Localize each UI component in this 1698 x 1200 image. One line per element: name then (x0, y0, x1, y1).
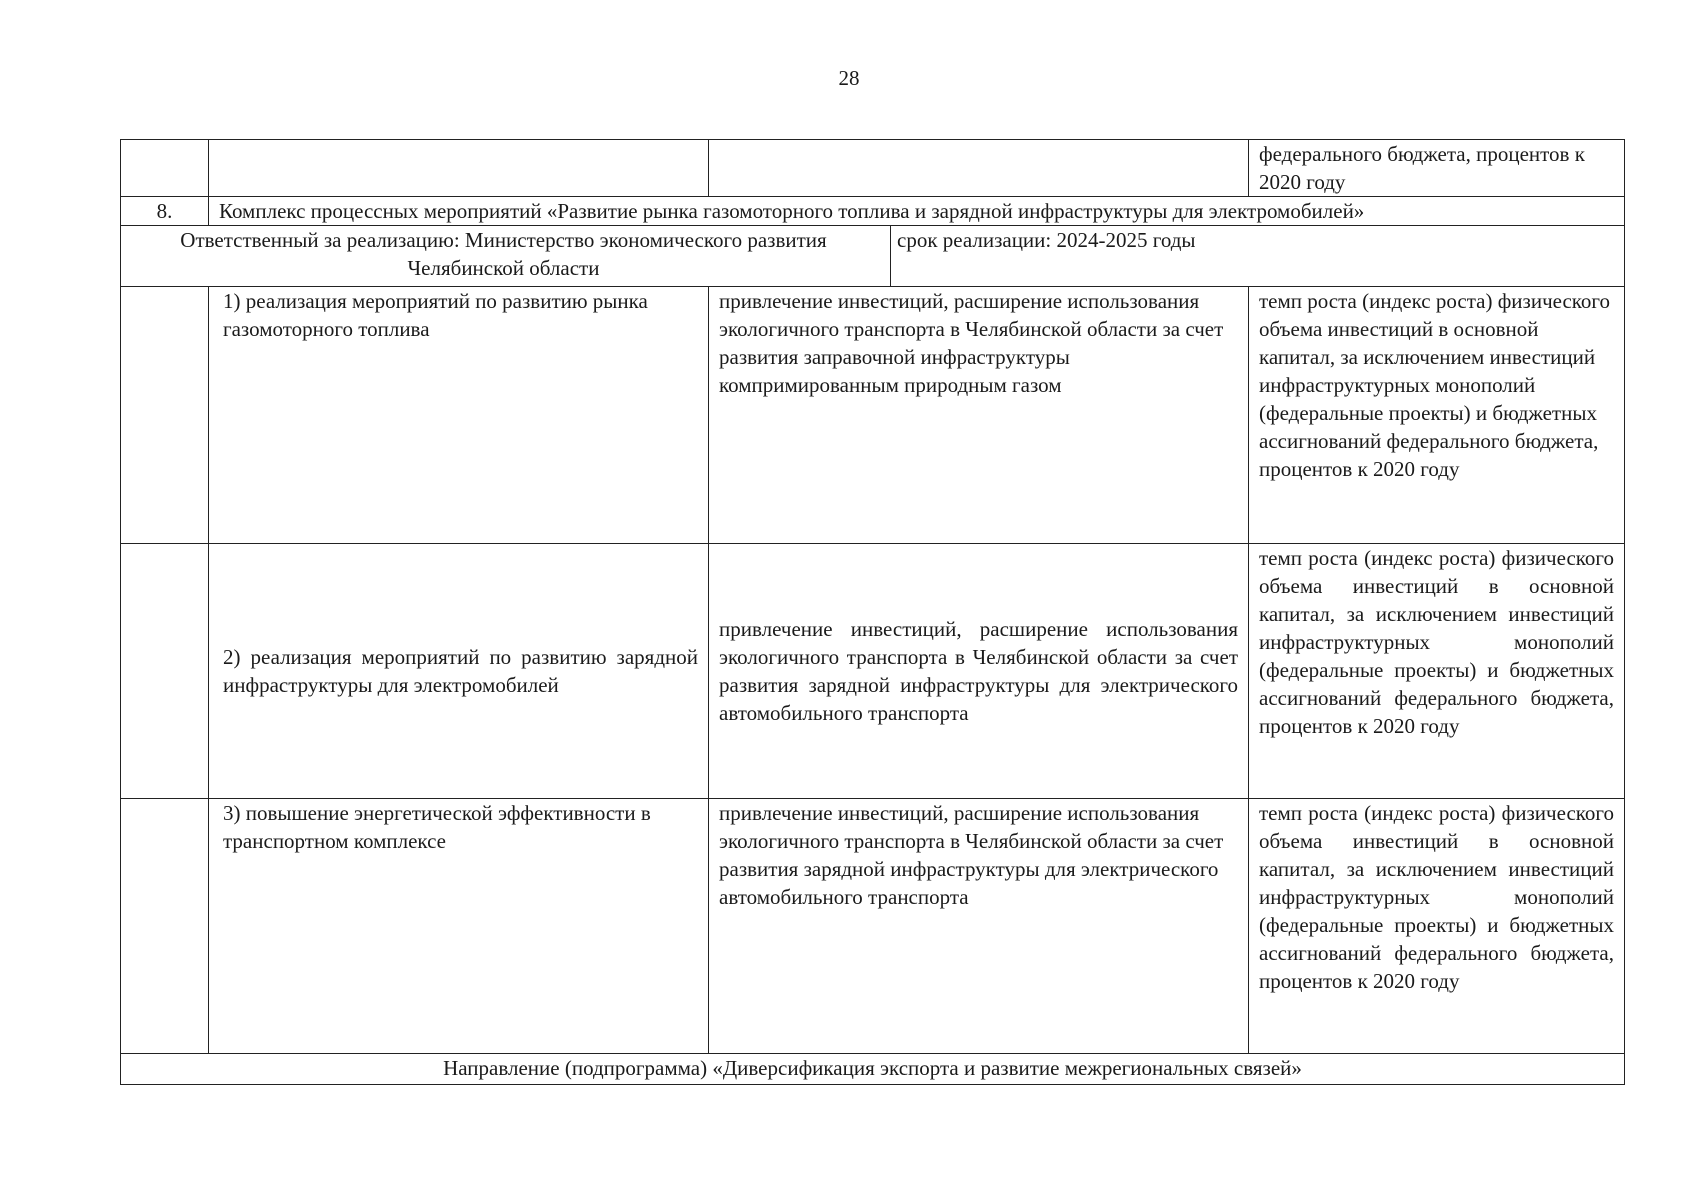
indicator-text: темп роста (индекс роста) физического объема инвестиций в основной капитал, за исключением инвестиций инфраструктурных монополий (федеральные проекты) и бюджетных ассигнований федерального бюджета, процентов к 2020 году (1249, 544, 1625, 799)
indicator-text: темп роста (индекс роста) физического объема инвестиций в основной капитал, за исключением инвестиций инфраструктурных монополий (федеральные проекты) и бюджетных ассигнований федерального бюджета, процентов к 2020 году (1249, 287, 1625, 544)
program-table (120, 139, 1625, 1085)
table-row (121, 544, 1625, 799)
cell-num (121, 799, 209, 1054)
direction-row (121, 1054, 1625, 1085)
effect-text: привлечение инвестиций, расширение использования экологичного транспорта в Челябинской области за счет развития заправочной инфраструктуры компримированным природным газом (709, 287, 1249, 544)
responsible-ministry: Ответственный за реализацию: Министерство экономического развития Челябинской области (121, 226, 891, 286)
section-title: Комплекс процессных мероприятий «Развитие рынка газомоторного топлива и зарядной инфраструктуры для электромобилей» (209, 197, 1625, 226)
table-row (121, 287, 1625, 544)
direction-title: Направление (подпрограмма) «Диверсификация экспорта и развитие межрегиональных связей» (121, 1054, 1625, 1085)
table-row-continuation (121, 140, 1625, 197)
cell-task (209, 140, 709, 197)
task-text: 1) реализация мероприятий по развитию рынка газомоторного топлива (209, 287, 709, 544)
effect-text: привлечение инвестиций, расширение использования экологичного транспорта в Челябинской области за счет развития зарядной инфраструктуры для электрического автомобильного транспорта (709, 544, 1249, 799)
responsible-row (121, 226, 1625, 287)
cell-num (121, 544, 209, 799)
section-row (121, 197, 1625, 226)
effect-text: привлечение инвестиций, расширение использования экологичного транспорта в Челябинской области за счет развития зарядной инфраструктуры для электрического автомобильного транспорта (709, 799, 1249, 1054)
table-row (121, 799, 1625, 1054)
implementation-period: срок реализации: 2024-2025 годы (897, 228, 1196, 252)
page-number: 28 (838, 66, 860, 90)
task-text: 2) реализация мероприятий по развитию зарядной инфраструктуры для электромобилей (209, 544, 709, 799)
cell-indicator: федерального бюджета, процентов к 2020 году (1249, 140, 1625, 197)
cell-num (121, 140, 209, 197)
indicator-text: темп роста (индекс роста) физического объема инвестиций в основной капитал, за исключением инвестиций инфраструктурных монополий (федеральные проекты) и бюджетных ассигнований федерального бюджета, процентов к 2020 году (1249, 799, 1625, 1054)
cell-effect (709, 140, 1249, 197)
task-text: 3) повышение энергетической эффективности в транспортном комплексе (209, 799, 709, 1054)
section-number: 8. (121, 197, 209, 226)
cell-num (121, 287, 209, 544)
